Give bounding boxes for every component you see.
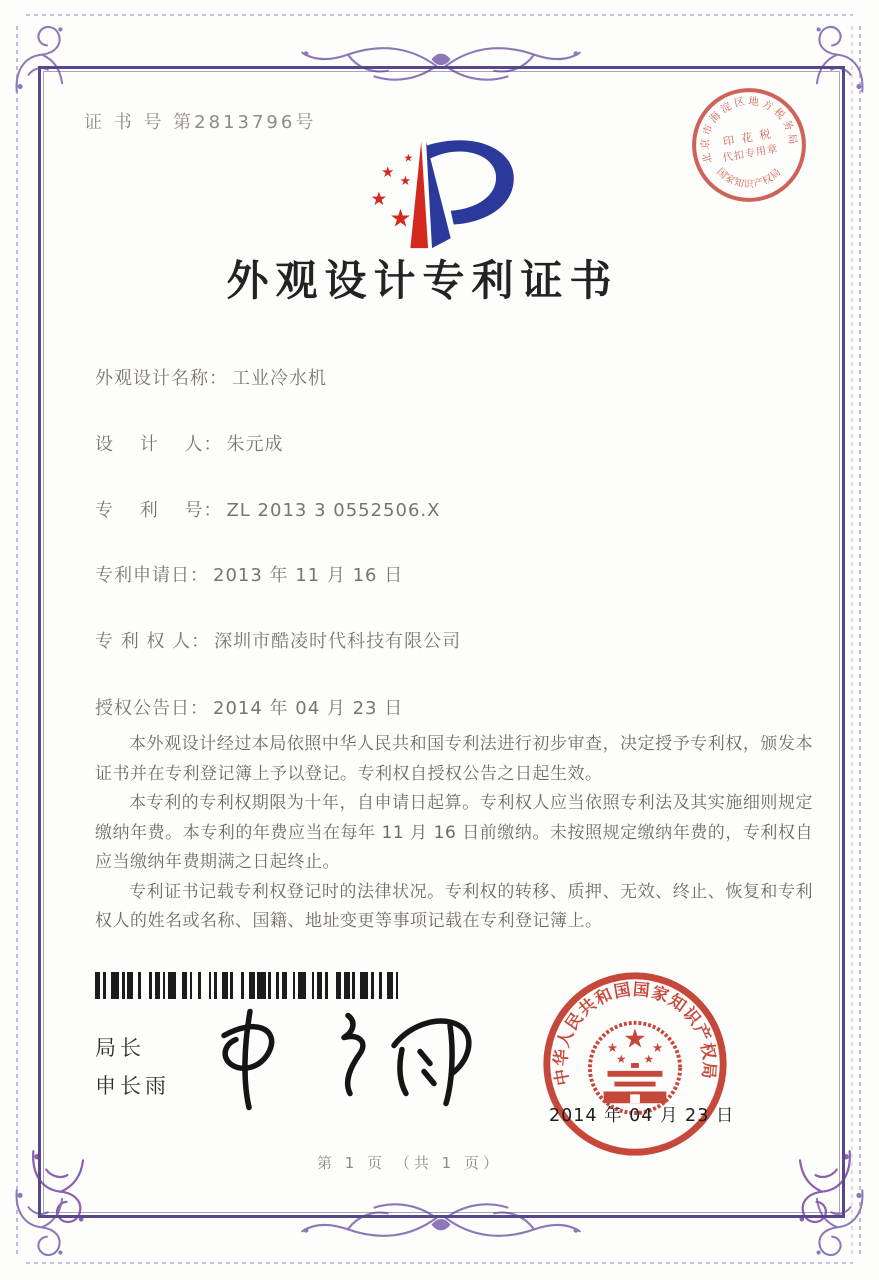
field-designer xyxy=(95,430,283,456)
lace-border-left xyxy=(16,26,18,1254)
svg-text:★: ★ xyxy=(643,1052,654,1067)
top-center-flourish-icon xyxy=(286,28,596,104)
svg-text:★: ★ xyxy=(616,1052,627,1067)
field-filing-date xyxy=(95,561,403,587)
page-number: 第 1 页 （共 1 页） xyxy=(317,1154,502,1172)
lace-border-right-inner xyxy=(851,26,853,1254)
corner-flourish-icon xyxy=(10,16,94,100)
lace-border-top xyxy=(26,14,853,16)
field-value: 深圳市酷凌时代科技有限公司 xyxy=(214,631,462,652)
certificate-title: 外观设计专利证书 xyxy=(226,256,619,305)
bottom-center-flourish-icon xyxy=(286,1180,596,1256)
tax-seal-line1: 印 花 税 xyxy=(722,127,774,149)
field-grant-date xyxy=(95,694,403,720)
tax-seal-line2: 代扣专用章 xyxy=(721,142,780,165)
paragraph-grant: 本外观设计经过本局依照中华人民共和国专利法进行初步审查，决定授予专利权，颁发本证书并在专利登记簿上予以登记。专利权自授权公告之日起生效。 xyxy=(95,734,813,784)
svg-text:★: ★ xyxy=(403,151,414,165)
barcode xyxy=(95,972,407,999)
field-label: 授权公告日： xyxy=(95,698,209,719)
field-label: 专 利 权 人： xyxy=(95,631,211,652)
national-emblem xyxy=(590,1023,680,1113)
svg-text:★: ★ xyxy=(399,174,412,190)
commissioner-name: 申长雨 xyxy=(95,1074,170,1098)
field-value: 工业冷水机 xyxy=(232,368,327,389)
tax-seal-arc-top: 北京市海淀区地方税务局 xyxy=(699,95,799,165)
field-value: 朱元成 xyxy=(226,434,284,455)
field-label: 设 计 人： xyxy=(95,434,223,455)
field-label: 外观设计名称： xyxy=(95,368,228,389)
field-label: 专 利 号： xyxy=(95,500,223,521)
field-patent-number xyxy=(95,496,440,522)
seal-date: 2014 年 04 月 23 日 xyxy=(549,1106,735,1126)
lace-border-bottom xyxy=(26,1262,853,1264)
certificate-number: 证 书 号 第2813796号 xyxy=(84,112,317,133)
field-label: 专利申请日： xyxy=(95,565,209,586)
svg-text:★: ★ xyxy=(606,1041,619,1057)
svg-text:★: ★ xyxy=(381,164,395,182)
legal-text xyxy=(95,730,813,937)
signature-handwriting xyxy=(198,1000,488,1118)
svg-text:★: ★ xyxy=(651,1041,664,1057)
field-value: ZL 2013 3 0552506.X xyxy=(226,500,441,521)
seal-arc-text: 中华人民共和国国家知识产权局 xyxy=(550,979,720,1087)
sipo-official-seal xyxy=(537,966,733,1162)
svg-text:★: ★ xyxy=(389,203,412,233)
paragraph-term-fees: 本专利的专利权期限为十年，自申请日起算。专利权人应当依照专利法及其实施细则规定缴纳年费。本专利的年费应当在每年 11 月 16 日前缴纳。未按照规定缴纳年费的，专利权自应当缴纳年费期满之日起终止。 xyxy=(95,793,813,872)
svg-text:★: ★ xyxy=(623,1023,647,1055)
logo-stars xyxy=(370,151,413,232)
field-patentee xyxy=(95,627,461,653)
field-value: 2013 年 11 月 16 日 xyxy=(213,565,404,586)
field-value: 2014 年 04 月 23 日 xyxy=(213,698,404,719)
field-design-name xyxy=(95,364,327,390)
svg-text:★: ★ xyxy=(370,188,388,210)
stamp-tax-seal xyxy=(676,72,822,218)
tax-seal-arc-bottom: 国家知识产权局 xyxy=(714,166,784,191)
paragraph-register: 专利证书记载专利权登记时的法律状况。专利权的转移、质押、无效、终止、恢复和专利权人的姓名或名称、国籍、地址变更等事项记载在专利登记簿上。 xyxy=(95,881,813,931)
lace-border-right xyxy=(859,26,861,1254)
sipo-logo-icon xyxy=(338,128,528,256)
commissioner-title: 局长 xyxy=(95,1036,145,1060)
